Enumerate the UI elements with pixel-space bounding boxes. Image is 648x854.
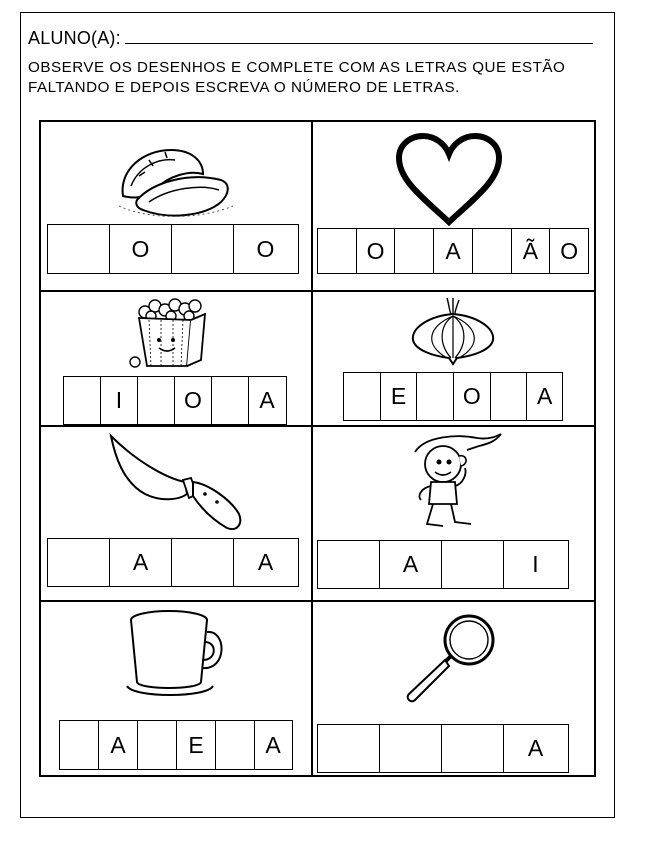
- knife-icon: [105, 432, 245, 536]
- letter-box[interactable]: A: [99, 721, 138, 769]
- letter-boxes-3: [63, 376, 287, 425]
- letter-box[interactable]: I: [532, 551, 539, 577]
- letter-box[interactable]: O: [110, 225, 172, 273]
- letter-box[interactable]: [318, 541, 380, 588]
- magnifying-glass-icon: [401, 610, 505, 706]
- letter-box[interactable]: [172, 225, 234, 273]
- mug-icon: [123, 606, 233, 702]
- letter-box[interactable]: O: [175, 377, 212, 424]
- coconut-icon: [109, 136, 239, 222]
- grid-divider-row-1: [41, 290, 594, 292]
- letter-box[interactable]: A: [257, 549, 274, 575]
- letter-box[interactable]: [442, 541, 504, 588]
- letter-box[interactable]: A: [110, 539, 172, 586]
- onion-icon: [407, 294, 497, 366]
- letter-boxes-7: [59, 720, 293, 770]
- cartoon-boy-icon: [397, 430, 507, 536]
- letter-box[interactable]: A: [537, 383, 553, 409]
- letter-box[interactable]: A: [434, 229, 473, 273]
- letter-box[interactable]: I: [101, 377, 138, 424]
- grid-divider-row-2: [41, 425, 594, 427]
- letter-box[interactable]: [318, 229, 357, 273]
- letter-box[interactable]: [417, 373, 454, 420]
- letter-box[interactable]: O: [256, 235, 275, 262]
- letter-box[interactable]: [172, 539, 234, 586]
- letter-boxes-2: [317, 228, 589, 274]
- letter-boxes-8: [317, 724, 569, 773]
- letter-box[interactable]: [48, 539, 110, 586]
- letter-box[interactable]: [48, 225, 110, 273]
- letter-boxes-4: [343, 372, 563, 421]
- letter-box[interactable]: [212, 377, 249, 424]
- heart-icon: [395, 132, 503, 228]
- popcorn-icon: [127, 296, 213, 370]
- letter-box[interactable]: [64, 377, 101, 424]
- grid-divider-row-3: [41, 600, 594, 602]
- letter-box[interactable]: [395, 229, 434, 273]
- letter-boxes-1: [47, 224, 299, 274]
- letter-box[interactable]: [138, 721, 177, 769]
- letter-box[interactable]: A: [380, 541, 442, 588]
- letter-box[interactable]: [442, 725, 504, 772]
- letter-box[interactable]: [380, 725, 442, 772]
- grid-divider-vertical: [311, 122, 313, 775]
- letter-box[interactable]: O: [454, 373, 491, 420]
- letter-box[interactable]: E: [381, 373, 418, 420]
- letter-box[interactable]: Ã: [512, 229, 551, 273]
- letter-boxes-5: [47, 538, 299, 587]
- exercise-grid: [39, 120, 596, 777]
- letter-box[interactable]: [60, 721, 99, 769]
- letter-boxes-6: [317, 540, 569, 589]
- letter-box[interactable]: [318, 725, 380, 772]
- letter-box[interactable]: A: [527, 735, 544, 761]
- letter-box[interactable]: [216, 721, 255, 769]
- letter-box[interactable]: O: [560, 237, 579, 264]
- letter-box[interactable]: E: [177, 721, 216, 769]
- letter-box[interactable]: A: [259, 387, 275, 413]
- student-name-row: [28, 27, 593, 49]
- letter-box[interactable]: O: [357, 229, 396, 273]
- instructions-text: OBSERVE OS DESENHOS E COMPLETE COM AS LETRAS QUE ESTÃO FALTANDO E DEPOIS ESCREVA O NÚMERO DE LETRAS.: [28, 59, 566, 96]
- letter-box[interactable]: [473, 229, 512, 273]
- letter-box[interactable]: [138, 377, 175, 424]
- letter-box[interactable]: [491, 373, 528, 420]
- student-label: ALUNO(A):: [28, 28, 121, 48]
- letter-box[interactable]: A: [265, 731, 281, 758]
- letter-box[interactable]: [344, 373, 381, 420]
- student-name-line[interactable]: [125, 27, 593, 44]
